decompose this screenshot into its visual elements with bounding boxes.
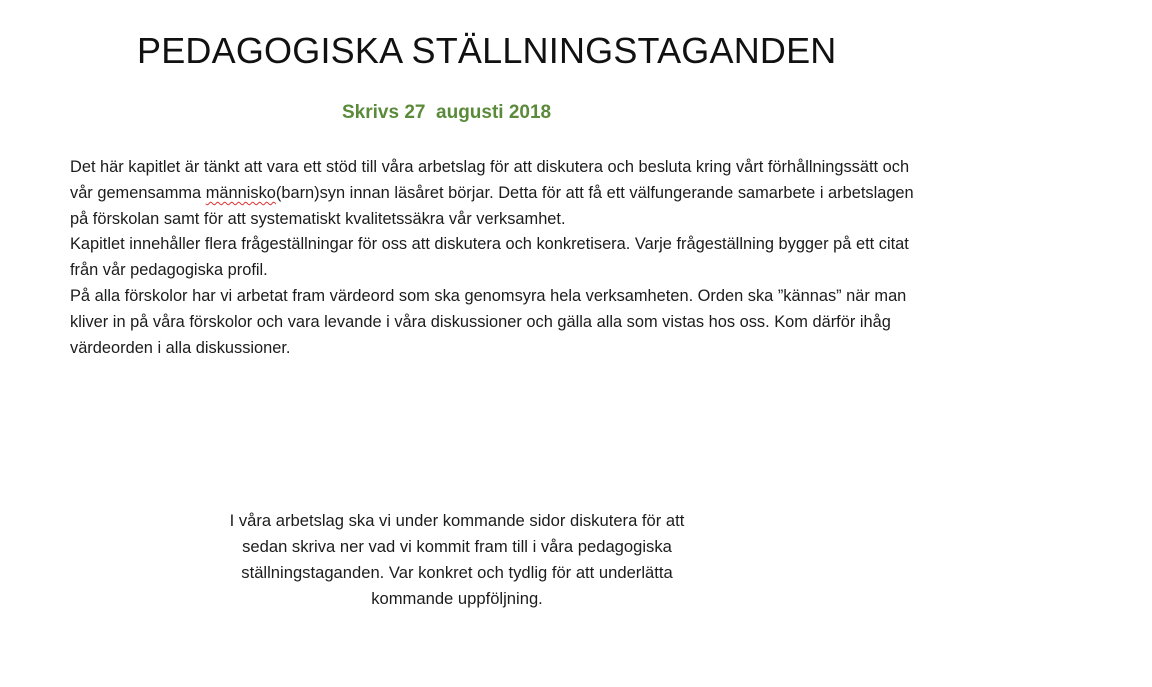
paragraph-1-start: Det här kapitlet är tänkt att vara ett stöd till våra arbetslag för att diskutera och besluta kring vårt förhållningssätt och vår gemensamma: [70, 158, 910, 202]
intro-paragraph-1: [70, 155, 930, 232]
intro-paragraph-3: På alla förskolor har vi arbetat fram värdeord som ska genomsyra hela verksamheten. Orden ska ”kännas” när man kliver in på våra förskolor och vara levande i våra diskussioner och gälla alla som vistas hos oss. Kom därför ihåg värdeorden i alla diskussioner.: [70, 286, 907, 357]
paragraph-1-end: (barn)syn innan läsåret börjar. Detta för att få ett välfungerande samarbete i arbetslagen på förskolan samt för att systematiskt kvalitetssäkra vår verksamhet.: [70, 183, 914, 228]
date-subtitle: Skrivs 27 augusti 2018: [342, 102, 552, 123]
intro-text: [70, 155, 930, 361]
spellcheck-flagged-word[interactable]: människo: [205, 183, 276, 202]
page-title: PEDAGOGISKA STÄLLNINGSTAGANDEN: [137, 30, 837, 71]
instruction-callout: I våra arbetslag ska vi under kommande sidor diskutera för att sedan skriva ner vad vi kommit fram till i våra pedagogiska ställningstaganden. Var konkret och tydlig för att underlätta kommande uppföljning.: [229, 511, 685, 608]
intro-paragraph-2: Kapitlet innehåller flera frågeställningar för oss att diskutera och konkretisera. Varje frågeställning bygger på ett citat från vår pedagogiska profil.: [70, 235, 909, 280]
